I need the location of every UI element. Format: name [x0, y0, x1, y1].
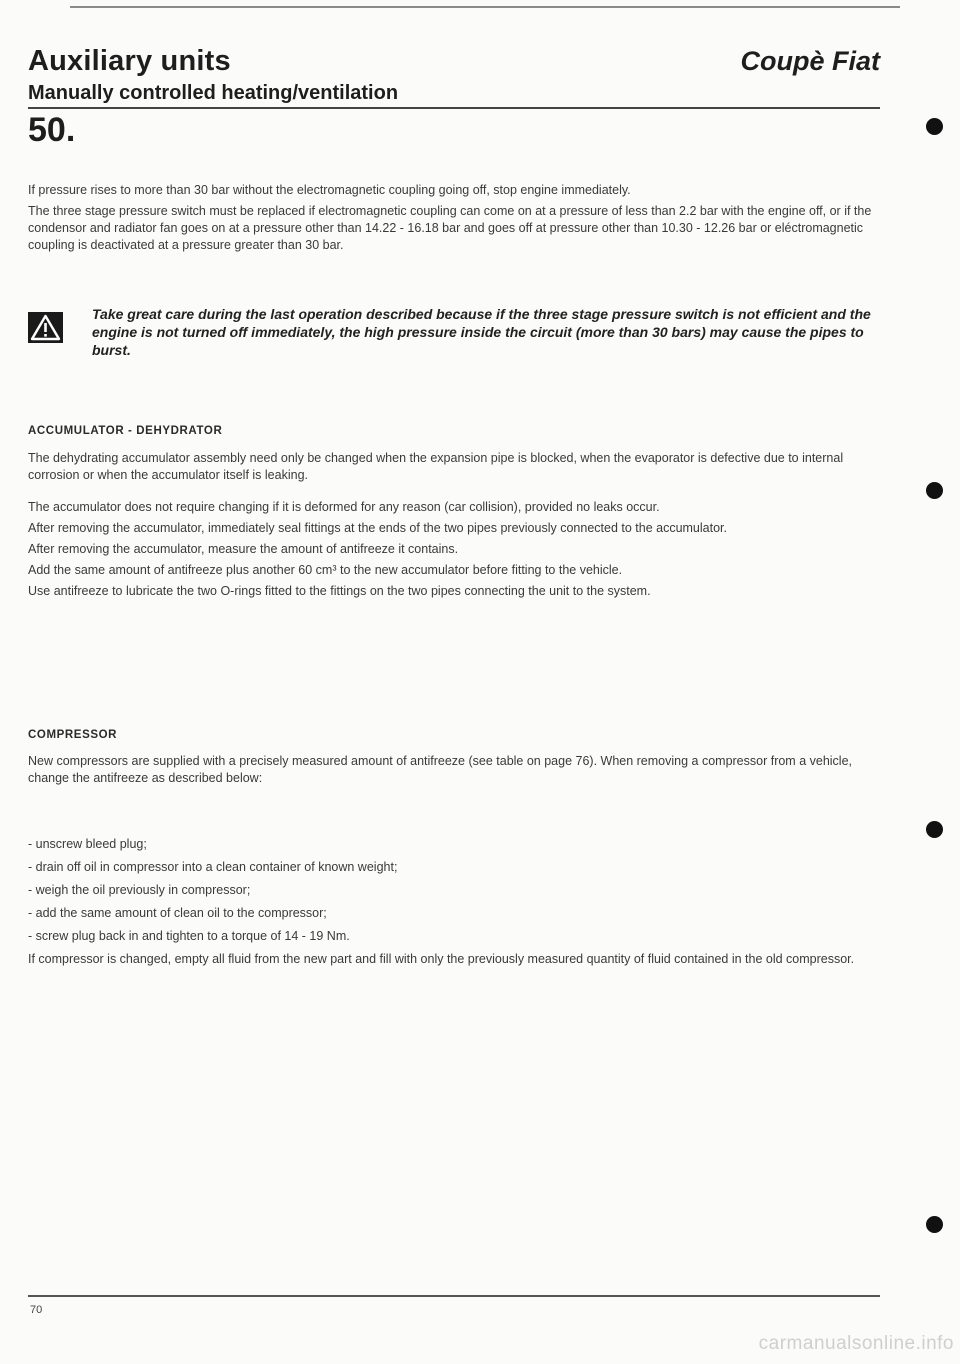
accumulator-section: [28, 450, 880, 604]
accumulator-paragraph: After removing the accumulator, measure the amount of antifreeze it contains.: [28, 542, 459, 556]
operation-number: 50.: [28, 111, 76, 149]
accumulator-paragraph: Use antifreeze to lubricate the two O-rings fitted to the fittings on the two pipes connecting the unit to the system.: [28, 584, 651, 598]
accumulator-paragraph: The dehydrating accumulator assembly need only be changed when the expansion pipe is blocked, when the evaporator is defective due to internal corrosion or when the accumulator itself is leaking.: [28, 451, 844, 482]
watermark: carmanualsonline.info: [758, 1333, 954, 1354]
procedure-step: - weigh the oil previously in compressor;: [28, 882, 880, 899]
accumulator-heading: ACCUMULATOR - DEHYDRATOR: [28, 425, 223, 437]
footer-divider: [28, 1295, 880, 1297]
procedure-step: - add the same amount of clean oil to the compressor;: [28, 905, 880, 922]
accumulator-paragraph: Add the same amount of antifreeze plus another 60 cm³ to the new accumulator before fitting to the vehicle.: [28, 563, 623, 577]
page-number: 70: [30, 1304, 43, 1316]
compressor-intro: [28, 753, 880, 791]
section-title: Auxiliary units: [28, 45, 231, 77]
intro-paragraph: If pressure rises to more than 30 bar without the electromagnetic coupling going off, stop engine immediately.: [28, 183, 631, 197]
compressor-closing: If compressor is changed, empty all fluid from the new part and fill with only the previously measured quantity of fluid contained in the old compressor.: [28, 952, 855, 966]
accumulator-paragraph: The accumulator does not require changing if it is deformed for any reason (car collision), provided no leaks occur.: [28, 500, 660, 514]
warning-text: Take great care during the last operation described because if the three stage pressure switch is not efficient and the engine is not turned off immediately, the high pressure inside the circuit (more than 30 bars) may cause the pipes to burst.: [92, 306, 871, 358]
binder-hole-mark: [926, 482, 943, 499]
binder-hole-mark: [926, 821, 943, 838]
accumulator-paragraph: After removing the accumulator, immediately seal fittings at the ends of the two pipes previously connected to the accumulator.: [28, 521, 727, 535]
page-subtitle: Manually controlled heating/ventilation: [28, 82, 399, 104]
header-divider: [28, 107, 880, 109]
binder-hole-mark: [926, 118, 943, 135]
procedure-step: - unscrew bleed plug;: [28, 836, 880, 853]
compressor-paragraph: New compressors are supplied with a precisely measured amount of antifreeze (see table on page 76). When removing a compressor from a vehicle, change the antifreeze as described below:: [28, 754, 853, 785]
top-border-rule: [70, 6, 900, 8]
procedure-steps: [28, 836, 880, 945]
procedure-step: - screw plug back in and tighten to a torque of 14 - 19 Nm.: [28, 928, 880, 945]
binder-hole-mark: [926, 1216, 943, 1233]
brand-label: Coupè Fiat: [740, 46, 880, 76]
procedure-step: - drain off oil in compressor into a clean container of known weight;: [28, 859, 880, 876]
compressor-procedure: [28, 836, 880, 972]
compressor-heading: COMPRESSOR: [28, 729, 118, 741]
intro-section: [28, 182, 880, 258]
page-header: [28, 44, 880, 106]
warning-triangle-icon: [28, 312, 63, 343]
intro-paragraph: The three stage pressure switch must be replaced if electromagnetic coupling can come on at a pressure of less than 2.2 bar with the engine off, or if the condensor and radiator fan goes on at a pressure other than 14.22 - 16.18 bar and goes off at pressure other than 10.30 - 12.26 bar or eléctromagnetic coupling is deactivated at a pressure greater than 30 bar.: [28, 204, 872, 252]
warning-box: [28, 305, 880, 359]
